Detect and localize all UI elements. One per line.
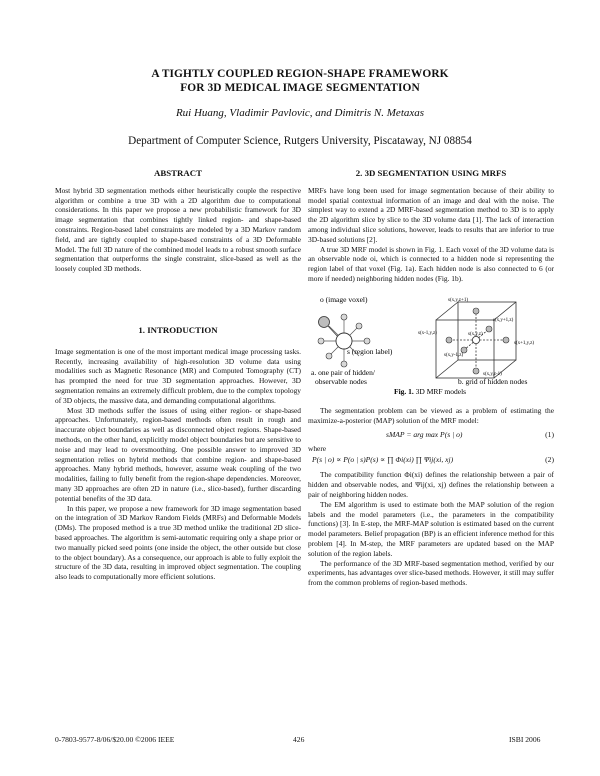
grid-label-1: s(x,y+1,z) [493, 318, 514, 323]
figure-1a [311, 295, 393, 386]
equation-1-body: sMAP = arg max P(s | o) [386, 429, 463, 439]
grid-label-3: s(x,y,z) [468, 332, 483, 337]
paper-title-line2: FOR 3D MEDICAL IMAGE SEGMENTATION [180, 82, 420, 94]
paper-title-line1: A TIGHTLY COUPLED REGION-SHAPE FRAMEWORK [151, 68, 449, 80]
fig-caption-text: 3D MRF models [415, 387, 467, 396]
fig-caption-prefix: Fig. 1. [394, 387, 414, 396]
abstract-text: Most hybrid 3D segmentation methods either heuristically couple the respective algorithm or combine a true 3D with a 2D algorithm due to computational considerations. In this paper we propose a new probabilistic framework for 3D image segmentation that combines tightly linked region- and shape-based constraints. Region-based label constraints are modeled by a 3D Markov random field, and are tightly coupled to shape-based constraints of a 3D Deformable Model. The full 3D nature of the combined model leads to a robust smooth surface segmentation that outperforms the single constraint, slice-based as well as the loosely coupled 3D methods. [55, 185, 301, 274]
section2-paragraph-6: The performance of the 3D MRF-based segmentation method, verified by our experiments, has advantages over slice-based methods. However, it still may suffer from the common problems of region-based methods. [308, 558, 554, 588]
fig-caption-b: b. grid of hidden nodes [458, 377, 528, 386]
intro-section [55, 326, 301, 582]
intro-paragraph-2: Most 3D methods suffer the issues of using either region- or shape-based approaches. Unfortunately, region-based methods often result in rough and inaccurate object boundaries as well as disconnected object regions. Shape-based methods, on the other hand, explicitly model object boundaries but are sensitive to noise and may lead to oversmoothing. One possible answer to improved 3D segmentation relies on hybrid methods that combine region- and shape-based approaches. Many hybrid methods, however, assume weak coupling of the two modalities, failing to fully benefit from the region-shape dependencies. Moreover, many 3D approaches are often 2D in nature (i.e., slice-based), further discarding potential benefits of the 3D data. [55, 405, 301, 503]
section2-paragraph-3: The segmentation problem can be viewed as a problem of estimating the maximize-a-posterior (MAP) solution of the MRF model: [308, 406, 554, 425]
right-column-continued [308, 406, 554, 588]
grid-label-5: s(x,y-1,z) [444, 353, 464, 358]
figure-caption [394, 387, 466, 396]
intro-paragraph-3: In this paper, we propose a new framework for 3D image segmentation based on the integration of 3D Markov Random Fields (MRFs) and Deformable Models (DMs). The proposed method is a true 3D method unlike the traditional 2D slice-based approaches. The algorithm is semi-automatic requiring only a shape prior or two manually picked seed points (one inside the object, the other outside but close to the object boundary). As a consequence, our approach is able to fully exploit the structure of the 3D data, resulting in improved object segmentation. The coupling also leads to computationally more efficient solutions. [55, 503, 301, 582]
fig-label-hidden: s (region label) [347, 347, 393, 356]
left-column [55, 169, 301, 274]
section2-heading: 2. 3D SEGMENTATION USING MRFS [355, 168, 507, 178]
section2-paragraph-5: The EM algorithm is used to estimate both the MAP solution of the region labels and the model parameters (i.e., the parameters in the compatibility functions) [3]. In E-step, the MRF-MAP solution is estimated based on the current model parameters. Belief propagation (BP) is an efficient inference method for this problem [4]. In M-step, the MRF parameters are updated based on the MAP solution of the region labels. [308, 499, 554, 558]
footer-copyright: 0-7803-9577-8/06/$20.00 ©2006 IEEE [55, 735, 175, 744]
affiliation: Department of Computer Science, Rutgers University, Piscataway, NJ 08854 [128, 135, 472, 147]
footer-page-number: 426 [293, 735, 305, 744]
fig-caption-a-line2: observable nodes [315, 377, 367, 386]
grid-label-6: s(x,y,z-1) [483, 372, 502, 377]
section2-paragraph-1: MRFs have long been used for image segmentation because of their ability to model spatial contextual information of an image and deal with the noise. The simplest way to extend a 2D MRF-based segmentation method to 3D is to apply the 2D algorithm slice by slice to the 3D volume data [1]. The lack of interaction among individual slice solutions, however, leads to results that are inferior to true 3D-based solutions [2]. [308, 185, 554, 244]
section2-paragraph-4: The compatibility function Φi(xi) defines the relationship between a pair of hidden and observable nodes, and Ψij(xi, xj) defines the relationship between a pair of neighboring hidden nodes. [308, 470, 554, 499]
authors: Rui Huang, Vladimir Pavlovic, and Dimitris N. Metaxas [175, 107, 425, 119]
where-label: where [308, 443, 327, 453]
intro-heading: 1. INTRODUCTION [138, 325, 218, 335]
figure-1 [308, 293, 554, 403]
grid-label-0: s(x,y,z+1) [448, 298, 468, 303]
abstract-heading: ABSTRACT [154, 168, 202, 178]
fig-caption-a-line1: a. one pair of hidden/ [311, 368, 375, 377]
section2-paragraph-2: A true 3D MRF model is shown in Fig. 1. Each voxel of the 3D volume data is an observable node oi, which is connected to a hidden node si representing the region label of that voxel (Fig. 1a). Each hidden node is also connected to 6 (or more if needed) neighboring hidden nodes (Fig. 1b). [308, 244, 554, 283]
figure-1b [418, 298, 534, 386]
equation-2-body: P(s | o) ∝ P(o | s)P(s) ∝ ∏ Φi(xi) ∏ Ψij(xi, xj) [312, 455, 454, 465]
fig-label-observable: o (image voxel) [320, 295, 368, 304]
equation-1-number: (1) [545, 429, 554, 439]
right-column [308, 169, 554, 284]
intro-paragraph-1: Image segmentation is one of the most important medical image processing tasks. Recently, increasing availability of high-resolution 3D volume data using modalities such as Magnetic Resonance (MR) and Computed Tomography (CT) has prompted the need for true 3D segmentation approaches. However, 3D segmentation remains an extremely difficult problem, due to the complex topology of 3D objects, the massive data, and demanding computational algorithms. [55, 346, 301, 405]
equation-2 [308, 455, 554, 467]
grid-label-4: s(x+1,y,z) [514, 341, 534, 346]
center-hidden-node [472, 336, 479, 343]
observable-node [319, 317, 330, 328]
grid-label-2: s(x-1,y,z) [418, 331, 437, 336]
footer-conference: ISBI 2006 [509, 735, 541, 744]
equation-1 [308, 430, 554, 442]
equation-2-number: (2) [545, 455, 554, 465]
